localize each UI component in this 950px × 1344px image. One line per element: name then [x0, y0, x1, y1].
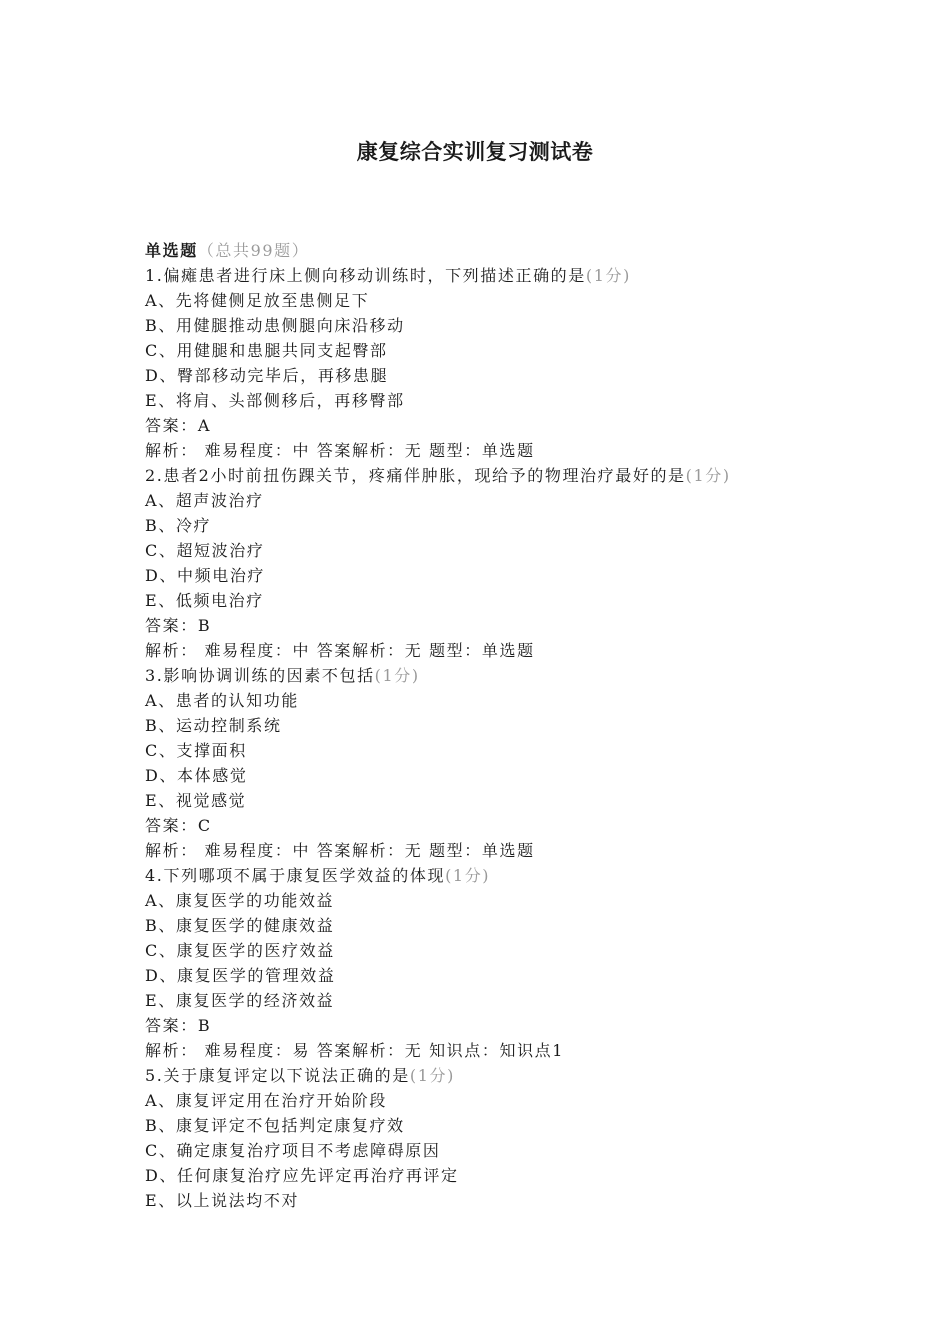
option-item: A、患者的认知功能	[145, 691, 299, 710]
section-count: （总共99题）	[197, 241, 310, 260]
analysis-line	[145, 1038, 845, 1063]
analysis-line	[145, 638, 845, 663]
option-item: B、用健腿推动患侧腿向床沿移动	[145, 316, 405, 335]
option-item: E、将肩、头部侧移后，再移臀部	[145, 391, 405, 410]
answer-line	[145, 413, 845, 438]
question-score: (1分)	[685, 466, 731, 485]
option-item: A、超声波治疗	[145, 491, 264, 510]
question-text: 1.偏瘫患者进行床上侧向移动训练时，下列描述正确的是	[145, 266, 586, 285]
option-item: E、康复医学的经济效益	[145, 991, 335, 1010]
section-header	[145, 238, 845, 263]
analysis-gap	[198, 441, 205, 460]
option-item: E、低频电治疗	[145, 591, 264, 610]
option-item: D、任何康复治疗应先评定再治疗再评定	[145, 1166, 459, 1185]
option-item: D、中频电治疗	[145, 566, 266, 585]
question-stem	[145, 463, 845, 488]
question-stem	[145, 863, 845, 888]
analysis-line	[145, 438, 845, 463]
analysis-label: 解析：	[145, 841, 198, 860]
option-item: C、确定康复治疗项目不考虑障碍原因	[145, 1141, 441, 1160]
option-item: A、先将健侧足放至患侧足下	[145, 291, 370, 310]
question-stem	[145, 1063, 845, 1088]
question-score: (1分)	[374, 666, 420, 685]
answer-label: 答案：	[145, 616, 198, 635]
question-score: (1分)	[409, 1066, 455, 1085]
option-item: A、康复医学的功能效益	[145, 891, 335, 910]
analysis-label: 解析：	[145, 1041, 198, 1060]
option-item: A、康复评定用在治疗开始阶段	[145, 1091, 387, 1110]
analysis-text: 难易程度：中 答案解析：无 题型：单选题	[204, 841, 535, 860]
question-score: (1分)	[445, 866, 491, 885]
analysis-gap	[198, 1041, 205, 1060]
analysis-gap	[198, 841, 205, 860]
option-item: B、冷疗	[145, 516, 212, 535]
question-text: 5.关于康复评定以下说法正确的是	[145, 1066, 410, 1085]
analysis-gap	[198, 641, 205, 660]
option-item: B、康复评定不包括判定康复疗效	[145, 1116, 405, 1135]
analysis-label: 解析：	[145, 441, 198, 460]
answer-value: B	[197, 1016, 212, 1035]
answer-line	[145, 1013, 845, 1038]
answer-line	[145, 813, 845, 838]
analysis-text: 难易程度：中 答案解析：无 题型：单选题	[204, 441, 535, 460]
question-block	[145, 1063, 845, 1213]
question-text: 2.患者2小时前扭伤踝关节，疼痛伴肿胀，现给予的物理治疗最好的是	[145, 466, 686, 485]
option-item: E、视觉感觉	[145, 791, 247, 810]
analysis-text: 难易程度：中 答案解析：无 题型：单选题	[204, 641, 535, 660]
option-item: C、康复医学的医疗效益	[145, 941, 335, 960]
option-item: B、运动控制系统	[145, 716, 282, 735]
answer-label: 答案：	[145, 416, 198, 435]
section-title: 单选题	[145, 241, 198, 260]
question-list	[145, 238, 845, 1213]
question-text: 3.影响协调训练的因素不包括	[145, 666, 375, 685]
answer-label: 答案：	[145, 816, 198, 835]
question-stem	[145, 263, 845, 288]
answer-value: B	[197, 616, 212, 635]
option-item: C、超短波治疗	[145, 541, 265, 560]
question-text: 4.下列哪项不属于康复医学效益的体现	[145, 866, 446, 885]
answer-value: A	[197, 416, 211, 435]
option-item: E、以上说法均不对	[145, 1191, 300, 1210]
answer-value: C	[197, 816, 212, 835]
question-block	[145, 863, 845, 1063]
question-stem	[145, 663, 845, 688]
document-title: 康复综合实训复习测试卷	[356, 139, 594, 164]
answer-line	[145, 613, 845, 638]
analysis-text: 难易程度：易 答案解析：无 知识点：知识点1	[204, 1041, 565, 1060]
analysis-label: 解析：	[145, 641, 198, 660]
analysis-line	[145, 838, 845, 863]
question-block	[145, 663, 845, 863]
question-block	[145, 463, 845, 663]
option-item: D、臀部移动完毕后，再移患腿	[145, 366, 389, 385]
question-block	[145, 263, 845, 463]
option-item: C、支撑面积	[145, 741, 247, 760]
option-item: C、用健腿和患腿共同支起臀部	[145, 341, 388, 360]
answer-label: 答案：	[145, 1016, 198, 1035]
question-score: (1分)	[585, 266, 631, 285]
option-item: D、康复医学的管理效益	[145, 966, 336, 985]
option-item: B、康复医学的健康效益	[145, 916, 335, 935]
option-item: D、本体感觉	[145, 766, 248, 785]
